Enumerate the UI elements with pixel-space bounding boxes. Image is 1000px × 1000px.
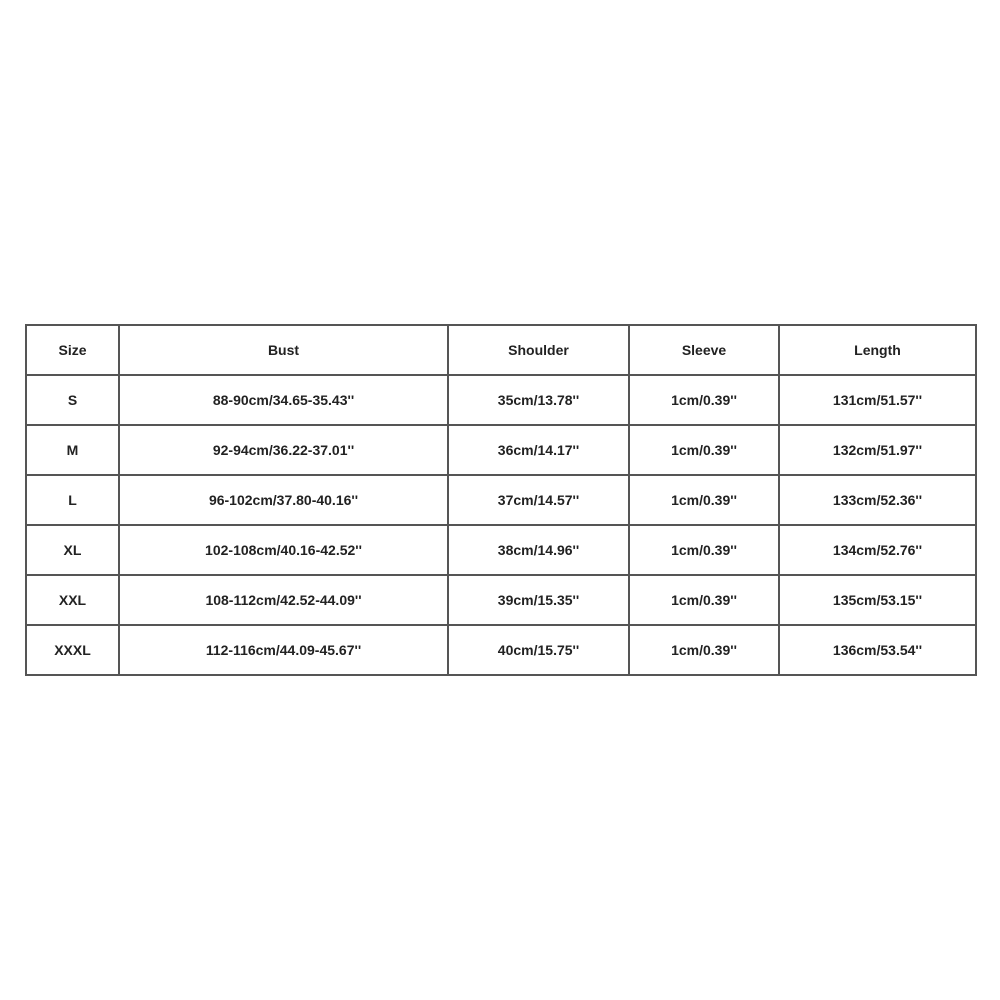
cell-shoulder: 37cm/14.57'' xyxy=(448,475,629,525)
cell-bust: 108-112cm/42.52-44.09'' xyxy=(119,575,448,625)
cell-sleeve: 1cm/0.39'' xyxy=(629,425,779,475)
size-chart-table xyxy=(25,324,977,676)
table-row xyxy=(26,475,976,525)
cell-sleeve: 1cm/0.39'' xyxy=(629,525,779,575)
cell-bust: 92-94cm/36.22-37.01'' xyxy=(119,425,448,475)
cell-size: M xyxy=(26,425,119,475)
cell-length: 132cm/51.97'' xyxy=(779,425,976,475)
cell-length: 135cm/53.15'' xyxy=(779,575,976,625)
cell-length: 131cm/51.57'' xyxy=(779,375,976,425)
cell-bust: 88-90cm/34.65-35.43'' xyxy=(119,375,448,425)
table-row xyxy=(26,375,976,425)
cell-size: S xyxy=(26,375,119,425)
header-sleeve: Sleeve xyxy=(629,325,779,375)
cell-shoulder: 36cm/14.17'' xyxy=(448,425,629,475)
cell-size: L xyxy=(26,475,119,525)
cell-bust: 102-108cm/40.16-42.52'' xyxy=(119,525,448,575)
header-size: Size xyxy=(26,325,119,375)
cell-bust: 96-102cm/37.80-40.16'' xyxy=(119,475,448,525)
cell-sleeve: 1cm/0.39'' xyxy=(629,625,779,675)
table-row xyxy=(26,575,976,625)
cell-shoulder: 39cm/15.35'' xyxy=(448,575,629,625)
cell-bust: 112-116cm/44.09-45.67'' xyxy=(119,625,448,675)
cell-length: 133cm/52.36'' xyxy=(779,475,976,525)
cell-sleeve: 1cm/0.39'' xyxy=(629,475,779,525)
cell-shoulder: 35cm/13.78'' xyxy=(448,375,629,425)
cell-size: XL xyxy=(26,525,119,575)
header-bust: Bust xyxy=(119,325,448,375)
table-row xyxy=(26,625,976,675)
table-row xyxy=(26,525,976,575)
cell-size: XXXL xyxy=(26,625,119,675)
cell-shoulder: 40cm/15.75'' xyxy=(448,625,629,675)
cell-length: 136cm/53.54'' xyxy=(779,625,976,675)
cell-sleeve: 1cm/0.39'' xyxy=(629,375,779,425)
cell-size: XXL xyxy=(26,575,119,625)
cell-length: 134cm/52.76'' xyxy=(779,525,976,575)
cell-sleeve: 1cm/0.39'' xyxy=(629,575,779,625)
cell-shoulder: 38cm/14.96'' xyxy=(448,525,629,575)
header-length: Length xyxy=(779,325,976,375)
header-shoulder: Shoulder xyxy=(448,325,629,375)
table-header-row xyxy=(26,325,976,375)
table-row xyxy=(26,425,976,475)
